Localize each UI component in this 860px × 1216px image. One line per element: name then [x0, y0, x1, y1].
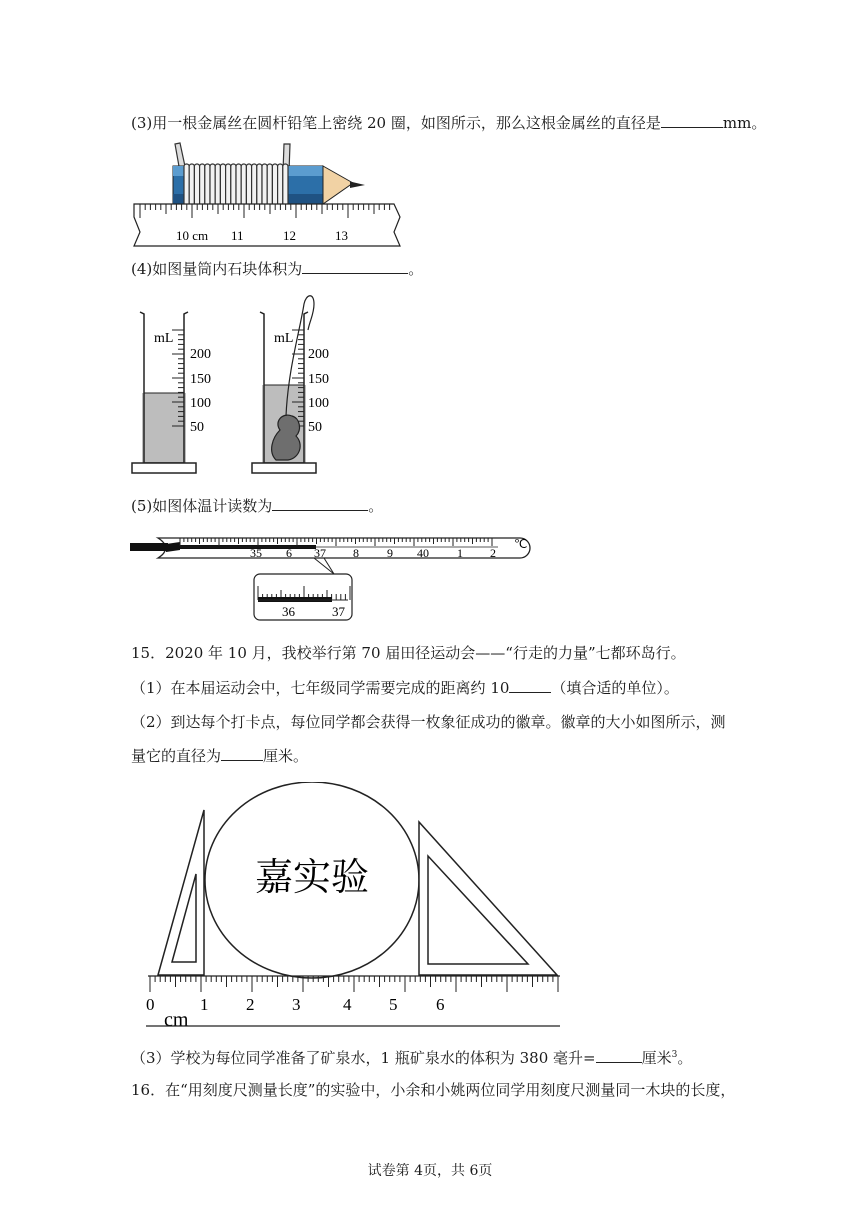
- svg-text:6: 6: [286, 546, 292, 560]
- badge-measurement-figure: [140, 782, 570, 1034]
- svg-text:9: 9: [387, 546, 393, 560]
- mercury-bulb: [130, 543, 168, 551]
- set-square-right: [419, 822, 557, 975]
- question-4-text: (4)如图量筒内石块体积为 。: [131, 260, 424, 278]
- question-15-intro: 15．2020 年 10 月，我校举行第 70 届田径运动会——“行走的力量”七都环岛行。: [131, 644, 686, 662]
- answer-blank[interactable]: [221, 745, 263, 761]
- svg-text:2: 2: [246, 995, 255, 1014]
- question-15-part-3: （3）学校为每位同学准备了矿泉水，1 瓶矿泉水的体积为 380 毫升= 厘米$^3$。: [131, 1049, 693, 1067]
- question-3-text: (3)用一根金属丝在圆杆铅笔上密绕 20 圈，如图所示，那么这根金属丝的直径是 mm。: [131, 114, 767, 132]
- cylinder-1: [132, 312, 211, 473]
- answer-blank[interactable]: [272, 495, 368, 511]
- ruler-label: 10 cm: [176, 228, 209, 243]
- svg-text:5: 5: [389, 995, 398, 1014]
- answer-blank[interactable]: [302, 258, 408, 274]
- set-square-left: [158, 810, 204, 975]
- graduated-cylinders-figure: [128, 290, 368, 480]
- svg-text:0: 0: [146, 995, 155, 1014]
- badge-text: 嘉实验: [254, 857, 370, 899]
- svg-text:35: 35: [250, 546, 262, 560]
- answer-blank[interactable]: [509, 677, 551, 693]
- svg-text:3: 3: [292, 995, 301, 1014]
- page-footer: 试卷第 4页，共 6页: [367, 1163, 493, 1179]
- svg-text:50: 50: [308, 420, 322, 435]
- question-15-part-2-line-2: 量它的直径为 厘米。: [131, 747, 309, 765]
- unit-label: cm: [164, 1009, 189, 1031]
- svg-text:100: 100: [190, 396, 211, 411]
- cylinder-2: [252, 296, 329, 473]
- svg-text:200: 200: [308, 347, 329, 362]
- svg-text:6: 6: [436, 995, 445, 1014]
- svg-text:8: 8: [353, 546, 359, 560]
- ruler-label: 12: [283, 228, 296, 243]
- svg-text:150: 150: [308, 372, 329, 387]
- svg-text:50: 50: [190, 420, 204, 435]
- question-5-text: (5)如图体温计读数为 。: [131, 497, 384, 515]
- svg-text:40: 40: [417, 546, 429, 560]
- svg-text:1: 1: [457, 546, 463, 560]
- svg-text:1: 1: [200, 995, 209, 1014]
- answer-blank[interactable]: [661, 112, 723, 128]
- svg-text:4: 4: [343, 995, 352, 1014]
- svg-text:36: 36: [282, 604, 295, 619]
- question-15-part-2-line-1: （2）到达每个打卡点，每位同学都会获得一枚象征成功的徽章。徽章的大小如图所示，测: [131, 713, 726, 731]
- svg-text:37: 37: [314, 546, 326, 560]
- svg-text:150: 150: [190, 372, 211, 387]
- svg-text:37: 37: [332, 604, 345, 619]
- ruler-label: 11: [231, 228, 244, 243]
- svg-text:200: 200: [190, 347, 211, 362]
- wire-coil: [184, 164, 288, 206]
- thermometer-figure: [128, 526, 538, 622]
- ruler-1: [134, 204, 400, 246]
- unit-label: mL: [274, 331, 294, 346]
- pencil-coil-figure: [128, 138, 408, 250]
- question-15-part-1: （1）在本届运动会中，七年级同学需要完成的距离约 10 （填合适的单位）。: [131, 679, 679, 697]
- pencil-tip: [323, 166, 353, 204]
- question-16-text: 16．在“用刻度尺测量长度”的实验中，小余和小姚两位同学用刻度尺测量同一木块的长度，: [131, 1081, 736, 1099]
- unit-label: mL: [154, 331, 174, 346]
- svg-text:100: 100: [308, 396, 329, 411]
- svg-text:2: 2: [490, 546, 496, 560]
- unit-label: ℃: [514, 537, 528, 551]
- answer-blank[interactable]: [596, 1047, 642, 1063]
- ruler-label: 13: [335, 228, 348, 243]
